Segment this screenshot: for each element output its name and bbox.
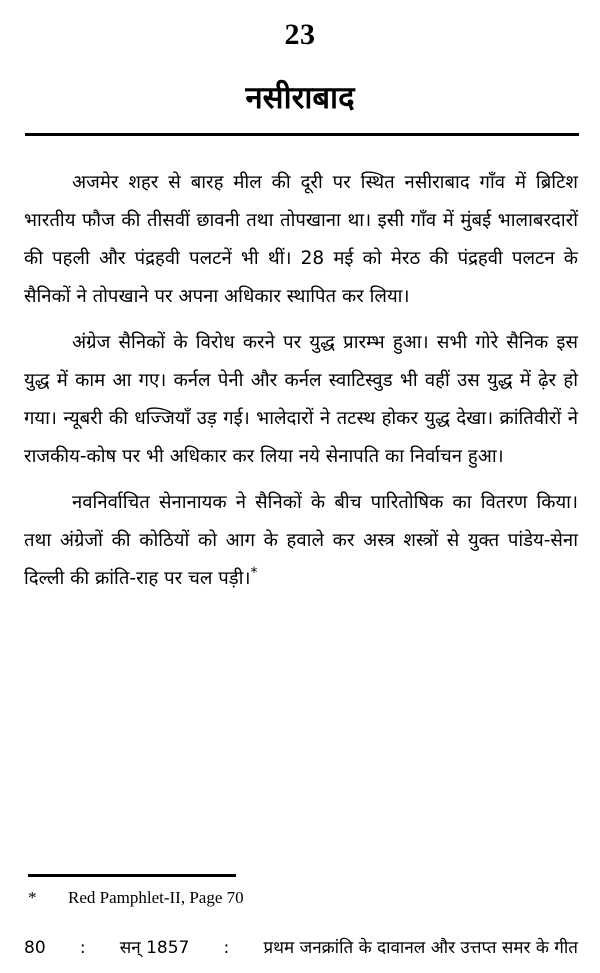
paragraph-3 — [24, 484, 578, 598]
footer-year-label: सन् 1857 — [119, 938, 190, 958]
footer-separator-right: : — [223, 938, 230, 958]
chapter-title: नसीराबाद — [245, 80, 355, 116]
chapter-number: 23 — [284, 18, 316, 51]
title-divider-rule — [25, 133, 579, 136]
footnote-entry — [28, 886, 578, 910]
running-footer — [24, 935, 578, 961]
running-footer-line — [24, 935, 578, 961]
paragraph-3-text: नवनिर्वाचित सेनानायक ने सैनिकों के बीच पारितोषिक का वितरण किया। तथा अंग्रेजों की कोठियों को आग के हवाले कर अस्त्र शस्त्रों से युक्त पांडेय-सेना दिल्ली की क्रांति-राह पर चल पड़ी। — [24, 492, 578, 589]
footer-page-number: 80 — [24, 938, 46, 958]
footer-book-title: प्रथम जनक्रांति के दावानल और उत्तप्त समर के गीत — [263, 938, 578, 958]
body-text-block — [24, 164, 578, 598]
footer-separator-left: : — [79, 938, 86, 958]
footnote-divider-rule — [28, 874, 236, 877]
footnote-reference-marker: * — [250, 564, 258, 581]
paragraph-2: अंग्रेज सैनिकों के विरोध करने पर युद्ध प्रारम्भ हुआ। सभी गोरे सैनिक इस युद्ध में काम आ गए। कर्नल पेनी और कर्नल स्वाटिस्वुड भी वहीं उस युद्ध में ढ़ेर हो गया। न्यूबरी की धज्जियाँ उड़ गई। भालेदारों ने तटस्थ होकर युद्ध देखा। क्रांतिवीरों ने राजकीय-कोष पर भी अधिकार कर लिया नये सेनापति का निर्वाचन हुआ। — [24, 332, 578, 467]
paragraph-1: अजमेर शहर से बारह मील की दूरी पर स्थित नसीराबाद गाँव में ब्रिटिश भारतीय फौज की तीसवीं छावनी तथा तोपखाना था। इसी गाँव में मुंबई भालाबरदारों की पहली और पंद्रहवी पलटनें भी थीं। 28 मई को मेरठ की पंद्रहवी पलटन के सैनिकों ने तोपखाने पर अपना अधिकार स्थापित कर लिया। — [24, 172, 578, 307]
footnote-citation-text: Red Pamphlet-II, Page 70 — [68, 888, 244, 907]
footnote-marker: * — [28, 888, 37, 907]
